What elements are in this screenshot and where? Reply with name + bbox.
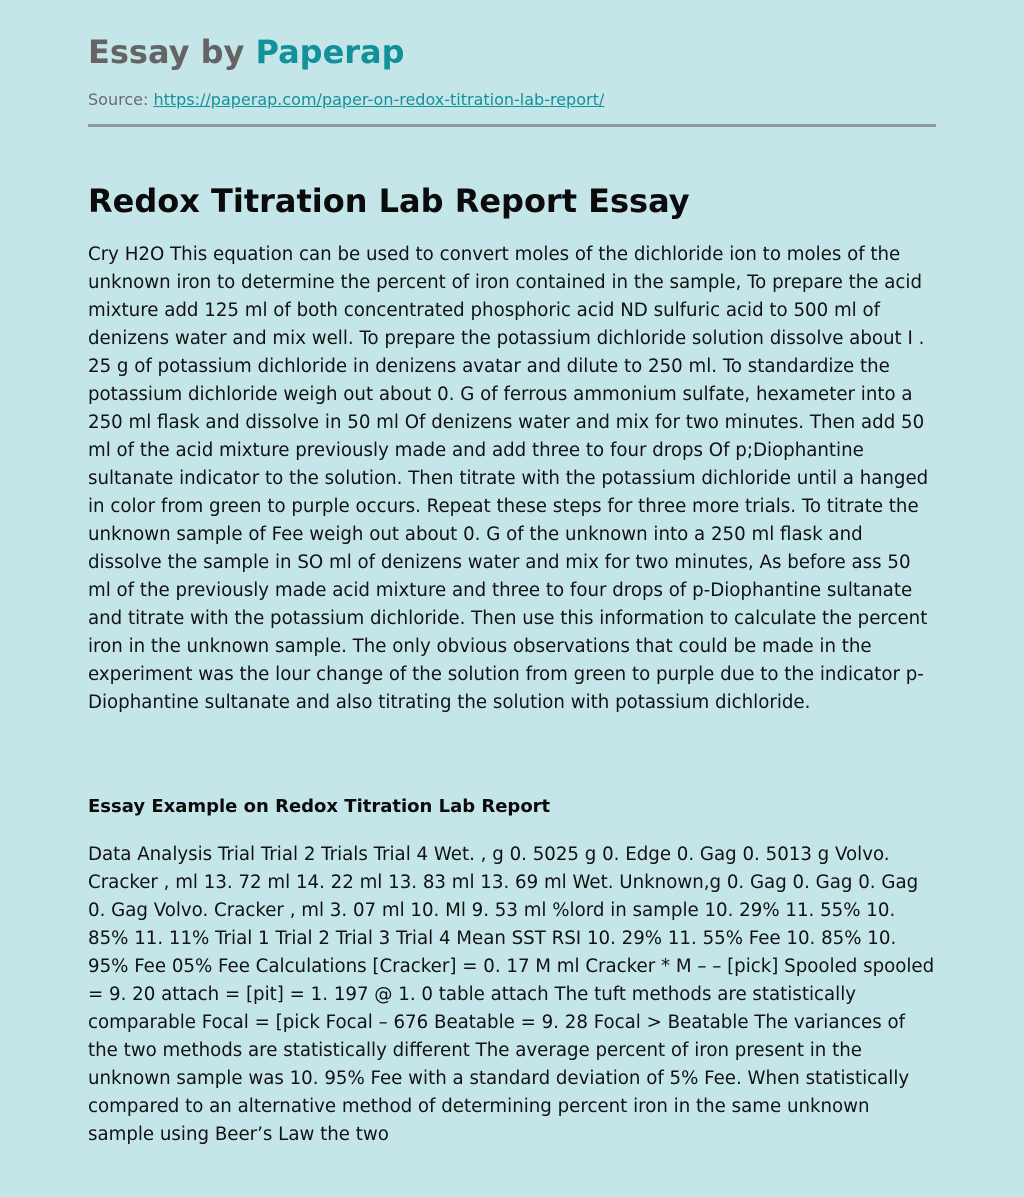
source-link[interactable]: https://paperap.com/paper-on-redox-titration-lab-report/	[153, 90, 605, 109]
page-title: Redox Titration Lab Report Essay	[88, 182, 690, 220]
source-line	[88, 89, 604, 111]
header-divider	[88, 124, 936, 127]
body-paragraph-1: Cry H2O This equation can be used to convert moles of the dichloride ion to moles of the unknown iron to determine the percent of iron contained in the sample, To prepare the acid mixture add 125 ml of both concentrated phosphoric acid ND sulfuric acid to 500 ml of denizens water and mix well. To prepare the potassium dichloride solution dissolve about I . 25 g of potassium dichloride in denizens avatar and dilute to 250 ml. To standardize the potassium dichloride weigh out about 0. G of ferrous ammonium sulfate, hexameter into a 250 ml flask and dissolve in 50 ml Of denizens water and mix for two minutes. Then add 50 ml of the acid mixture previously made and add three to four drops Of p;Diophantine sultanate indicator to the solution. Then titrate with the potassium dichloride until a hanged in color from green to purple occurs. Repeat these steps for three more trials. To titrate the unknown sample of Fee weigh out about 0. G of the unknown into a 250 ml flask and dissolve the sample in SO ml of denizens water and mix for two minutes, As before ass 50 ml of the previously made acid mixture and three to four drops of p-Diophantine sultanate and titrate with the potassium dichloride. Then use this information to calculate the percent iron in the unknown sample. The only obvious observations that could be made in the experiment was the lour change of the solution from green to purple due to the indicator p- Diophantine sultanate and also titrating the solution with potassium dichloride.	[88, 244, 929, 713]
brand-name: Paperap	[255, 33, 405, 71]
brand-prefix: Essay by	[88, 33, 256, 71]
source-label: Source:	[88, 90, 149, 109]
section-heading: Essay Example on Redox Titration Lab Report	[88, 796, 551, 817]
site-brand[interactable]	[88, 30, 405, 74]
body-paragraph-2: Data Analysis Trial Trial 2 Trials Trial 4 Wet. , g 0. 5025 g 0. Edge 0. Gag 0. 5013 g Volvo. Cracker , ml 13. 72 ml 14. 22 ml 13. 83 ml 13. 69 ml Wet. Unknown,g 0. Gag 0. Gag 0. Gag 0. Gag Volvo. Cracker , ml 3. 07 ml 10. Ml 9. 53 ml %lord in sample 10. 29% 11. 55% 10. 85% 11. 11% Trial 1 Trial 2 Trial 3 Trial 4 Mean SST RSI 10. 29% 11. 55% Fee 10. 85% 10. 95% Fee 05% Fee Calculations [Cracker] = 0. 17 M ml Cracker * M – – [pick] Spooled spooled = 9. 20 attach = [pit] = 1. 197 @ 1. 0 table attach The tuft methods are statistically comparable Focal = [pick Focal – 676 Beatable = 9. 28 Focal > Beatable The variances of the two methods are statistically different The average percent of iron present in the unknown sample was 10. 95% Fee with a standard deviation of 5% Fee. When statistically compared to an alternative method of determining percent iron in the same unknown sample using Beer’s Law the two	[88, 844, 935, 1145]
